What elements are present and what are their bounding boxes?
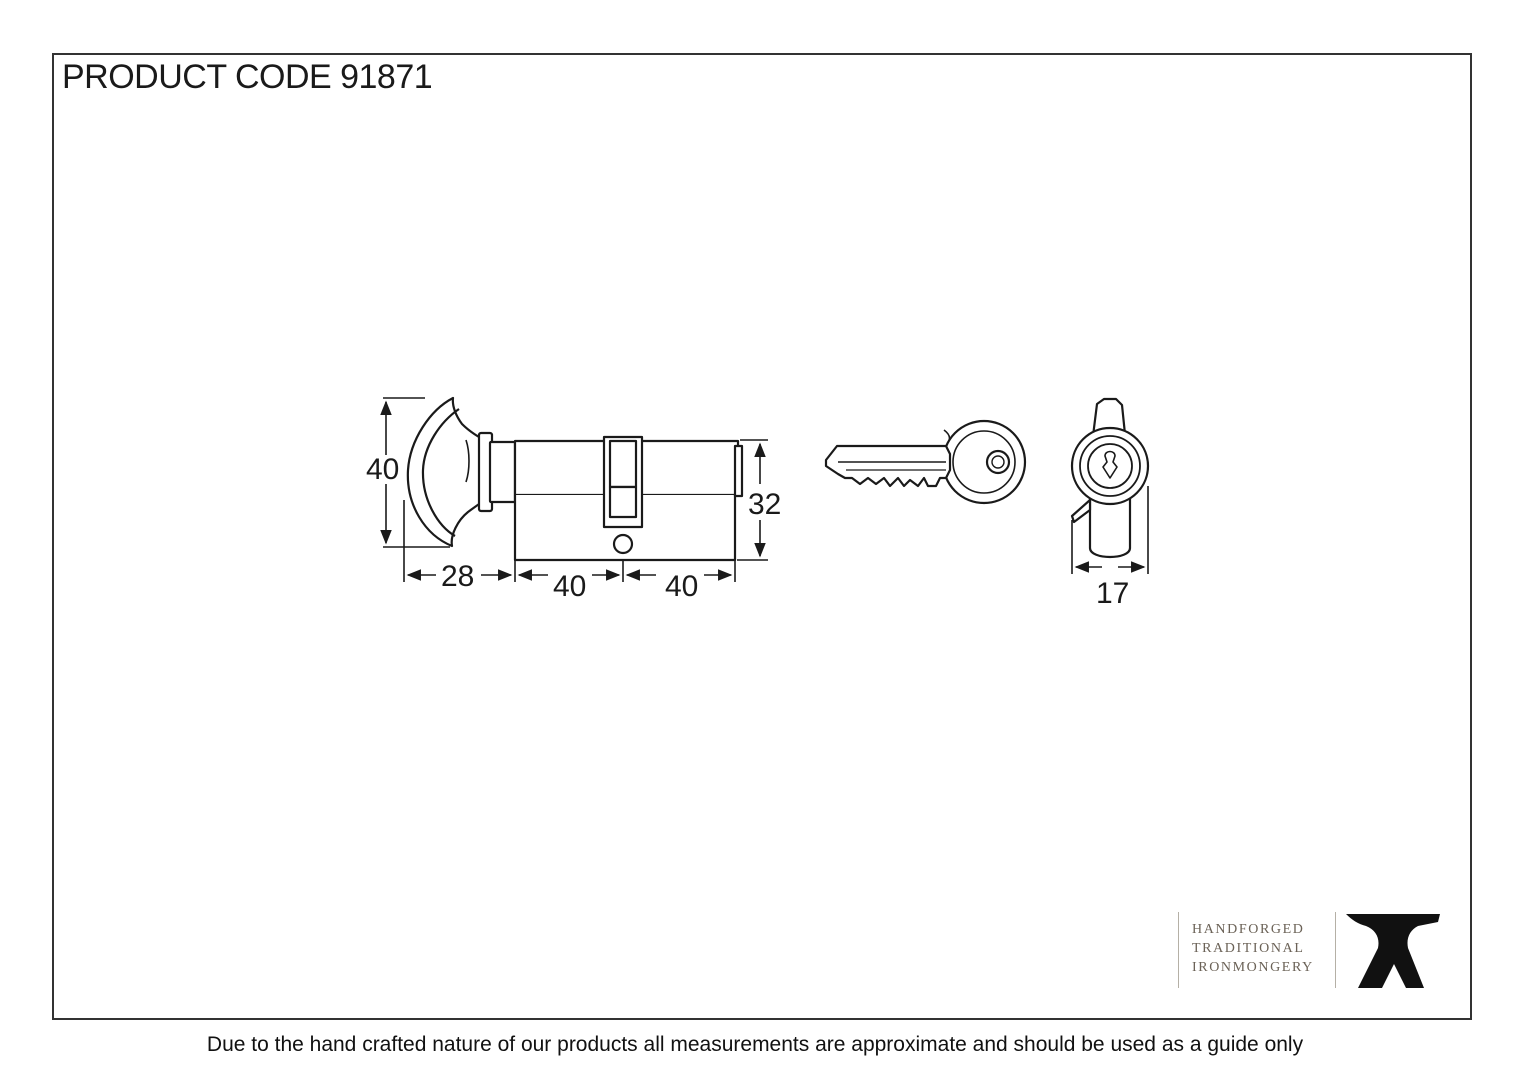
product-code-title: PRODUCT CODE 91871 [62, 58, 433, 96]
brand-block [1178, 912, 1450, 990]
dim-cylinder-height: 32 [748, 488, 782, 521]
dim-thumbturn-depth: 28 [441, 560, 475, 593]
brand-divider [1178, 912, 1179, 988]
brand-tagline [1192, 920, 1314, 977]
dim-cylinder-left: 40 [553, 570, 587, 603]
thumbturn-cylinder-side-view [408, 398, 742, 560]
disclaimer-text: Due to the hand crafted nature of our products all measurements are approximate and should be used as a guide only [206, 1033, 1304, 1056]
key-icon [826, 421, 1025, 503]
dim-thumbturn-height: 40 [366, 453, 400, 486]
dim-end-view-width: 17 [1096, 577, 1130, 610]
anvil-logo-icon [1344, 912, 1444, 992]
brand-line-3: IRONMONGERY [1192, 960, 1314, 975]
brand-divider [1335, 912, 1336, 988]
brand-line-2: TRADITIONAL [1192, 941, 1305, 956]
cylinder-end-view [1072, 399, 1148, 557]
brand-line-1: HANDFORGED [1192, 922, 1305, 937]
dim-cylinder-right: 40 [665, 570, 699, 603]
